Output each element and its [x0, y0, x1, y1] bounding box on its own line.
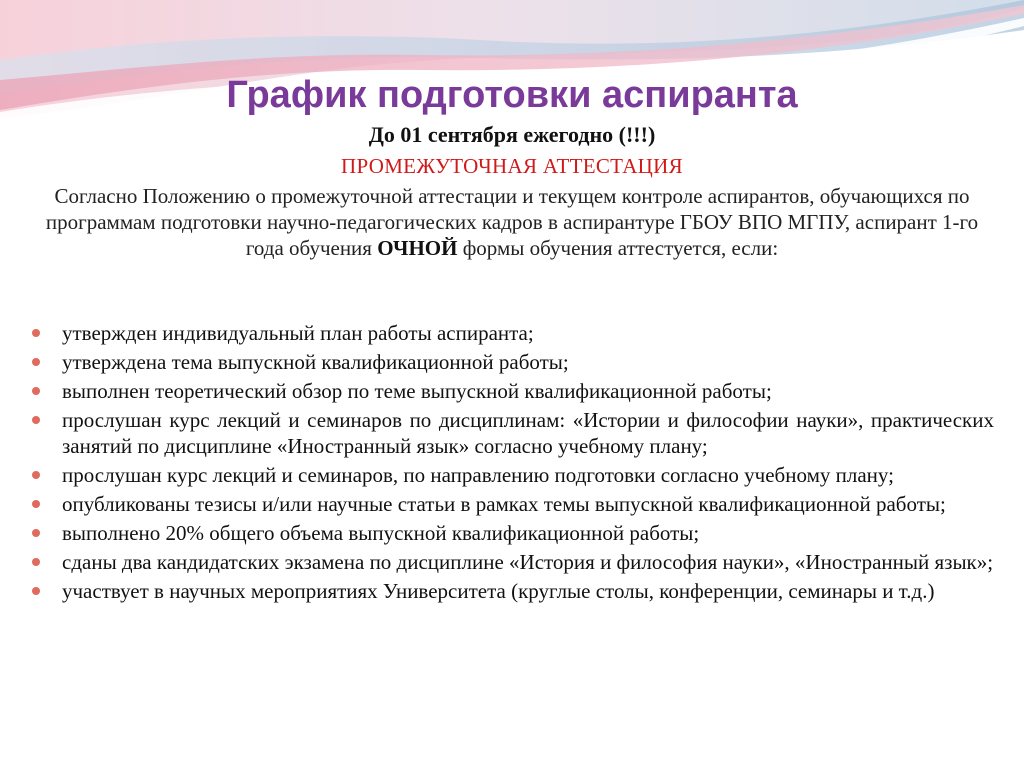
list-item-text: выполнен теоретический обзор по теме выпускной квалификационной работы;: [62, 379, 772, 403]
bullet-icon: [32, 471, 40, 479]
list-item-text: опубликованы тезисы и/или научные статьи в рамках темы выпускной квалификационной работы;: [62, 492, 946, 516]
section-heading: ПРОМЕЖУТОЧНАЯ АТТЕСТАЦИЯ: [341, 154, 683, 178]
list-item: [28, 549, 994, 575]
bullet-icon: [32, 358, 40, 366]
list-item-text: утверждена тема выпускной квалификационной работы;: [62, 350, 569, 374]
slide-title: График подготовки аспиранта: [226, 74, 798, 116]
list-item: [28, 349, 994, 375]
bullet-icon: [32, 500, 40, 508]
criteria-list: [28, 320, 994, 607]
list-item: [28, 462, 994, 488]
list-item: [28, 320, 994, 346]
bullet-icon: [32, 587, 40, 595]
list-item-text: участвует в научных мероприятиях Университета (круглые столы, конференции, семинары и т.д.): [62, 579, 935, 603]
bullet-icon: [32, 329, 40, 337]
background-swoosh: [0, 0, 1024, 140]
list-item-text: прослушан курс лекций и семинаров, по направлению подготовки согласно учебному плану;: [62, 463, 894, 487]
bullet-icon: [32, 387, 40, 395]
list-item: [28, 578, 994, 604]
slide-subtitle: До 01 сентября ежегодно (!!!): [368, 122, 656, 147]
intro-text-bold: ОЧНОЙ: [377, 236, 458, 260]
list-item-text: сданы два кандидатских экзамена по дисциплине «История и философия науки», «Иностранный язык»;: [62, 550, 994, 574]
list-item: [28, 520, 994, 546]
bullet-icon: [32, 529, 40, 537]
list-item-text: утвержден индивидуальный план работы аспиранта;: [62, 321, 534, 345]
intro-text-2: формы обучения аттестуется, если:: [457, 236, 779, 260]
bullet-icon: [32, 416, 40, 424]
list-item: [28, 491, 994, 517]
intro-text-1: Согласно Положению о промежуточной аттестации и текущем контроле аспирантов, обучающихся по программам подготовки научно-педагогических кадров в аспирантуре ГБОУ ВПО МГПУ, аспирант 1-го года обучения: [45, 184, 979, 260]
intro-paragraph: [30, 183, 994, 261]
list-item-text: выполнено 20% общего объема выпускной квалификационной работы;: [62, 521, 700, 545]
list-item: [28, 378, 994, 404]
bullet-icon: [32, 558, 40, 566]
list-item: [28, 407, 994, 459]
list-item-text: прослушан курс лекций и семинаров по дисциплинам: «Истории и философии науки», практических занятий по дисциплине «Иностранный язык» согласно учебному плану;: [62, 408, 994, 458]
